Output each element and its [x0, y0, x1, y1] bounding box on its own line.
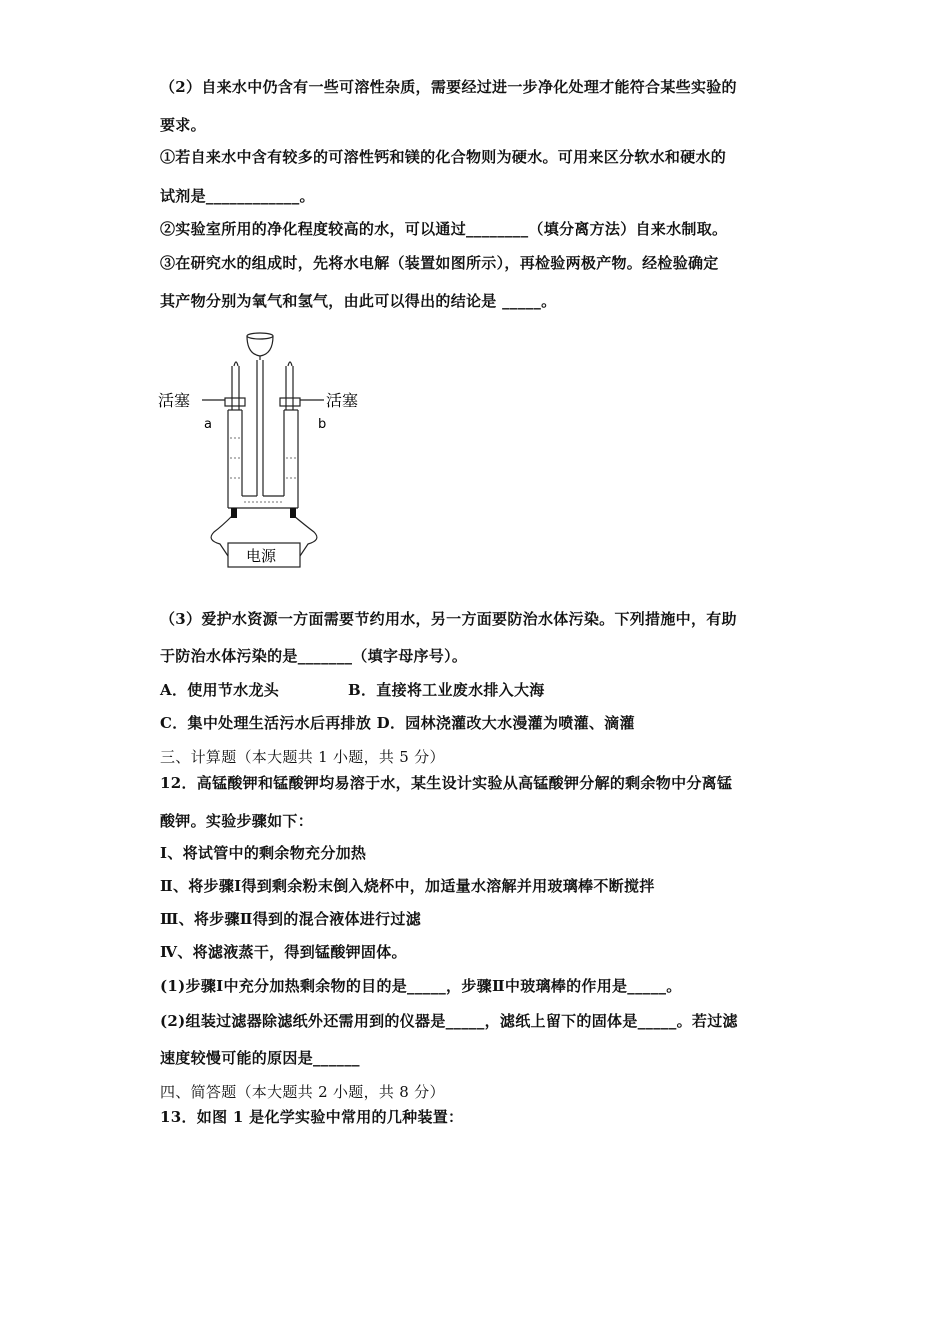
q11-part3-line1: （3）爱护水资源一方面需要节约用水，另一方面要防治水体污染。下列措施中，有助: [160, 610, 737, 628]
q12-sub2-line2: 速度较慢可能的原因是______: [160, 1049, 360, 1067]
option-a: A．使用节水龙头: [160, 681, 280, 699]
q11-sub2-line1: ②实验室所用的净化程度较高的水，可以通过________（填分离方法）自来水制取。: [160, 220, 728, 238]
tube-a-label: a: [204, 417, 212, 432]
q12-step2: Ⅱ、将步骤Ⅰ得到剩余粉末倒入烧杯中，加适量水溶解并用玻璃棒不断搅拌: [160, 877, 655, 895]
q12-step1: Ⅰ、将试管中的剩余物充分加热: [160, 844, 367, 862]
q11-sub1-line2: 试剂是____________。: [160, 187, 315, 205]
q12-sub1: (1)步骤Ⅰ中充分加热剩余物的目的是_____，步骤Ⅱ中玻璃棒的作用是_____。: [160, 977, 682, 995]
right-stopcock: [280, 398, 300, 406]
q11-sub3-line2: 其产物分别为氧气和氢气，由此可以得出的结论是 _____。: [160, 292, 557, 310]
tube-b-label: b: [318, 417, 327, 432]
q13-line1: 13．如图 1 是化学实验中常用的几种装置：: [160, 1108, 464, 1126]
power-label: 电源: [246, 547, 277, 565]
q11-sub1-line1: ①若自来水中含有较多的可溶性钙和镁的化合物则为硬水。可用来区分软水和硬水的: [160, 148, 727, 166]
q12-line1: 12．高锰酸钾和锰酸钾均易溶于水，某生设计实验从高锰酸钾分解的剩余物中分离锰: [160, 774, 733, 792]
right-electrode: [290, 508, 296, 518]
option-b: B．直接将工业废水排入大海: [348, 681, 545, 699]
q12-line2: 酸钾。实验步骤如下：: [160, 812, 314, 830]
q12-step4: Ⅳ、将滤液蒸干，得到锰酸钾固体。: [160, 943, 407, 961]
right-tube-top: [288, 362, 292, 366]
q11-part3-line2: 于防治水体污染的是_______（填字母序号）。: [160, 647, 468, 665]
q11-part2-line2: 要求。: [160, 116, 206, 134]
reservoir-rim: [247, 333, 273, 339]
electrolysis-apparatus-diagram: [150, 318, 370, 580]
q12-sub2-line1: (2)组装过滤器除滤纸外还需用到的仪器是_____，滤纸上留下的固体是_____。若过滤: [160, 1012, 738, 1030]
q12-step3: Ⅲ、将步骤Ⅱ得到的混合液体进行过滤: [160, 910, 422, 928]
section-4-heading: 四、简答题（本大题共 2 小题，共 8 分）: [160, 1083, 445, 1101]
q11-part2-line1: （2）自来水中仍含有一些可溶性杂质，需要经过进一步净化处理才能符合某些实验的: [160, 78, 737, 96]
left-stopcock: [225, 398, 245, 406]
left-tube-top: [234, 362, 238, 366]
q11-sub3-line1: ③在研究水的组成时，先将水电解（装置如图所示），再检验两极产物。经检验确定: [160, 254, 719, 272]
stopcock-right-label: 活塞: [326, 391, 359, 410]
left-electrode: [231, 508, 237, 518]
options-c-d: C．集中处理生活污水后再排放 D．园林浇灌改大水漫灌为喷灌、滴灌: [160, 714, 635, 732]
stopcock-left-label: 活塞: [158, 391, 191, 410]
section-3-heading: 三、计算题（本大题共 1 小题，共 5 分）: [160, 748, 445, 766]
